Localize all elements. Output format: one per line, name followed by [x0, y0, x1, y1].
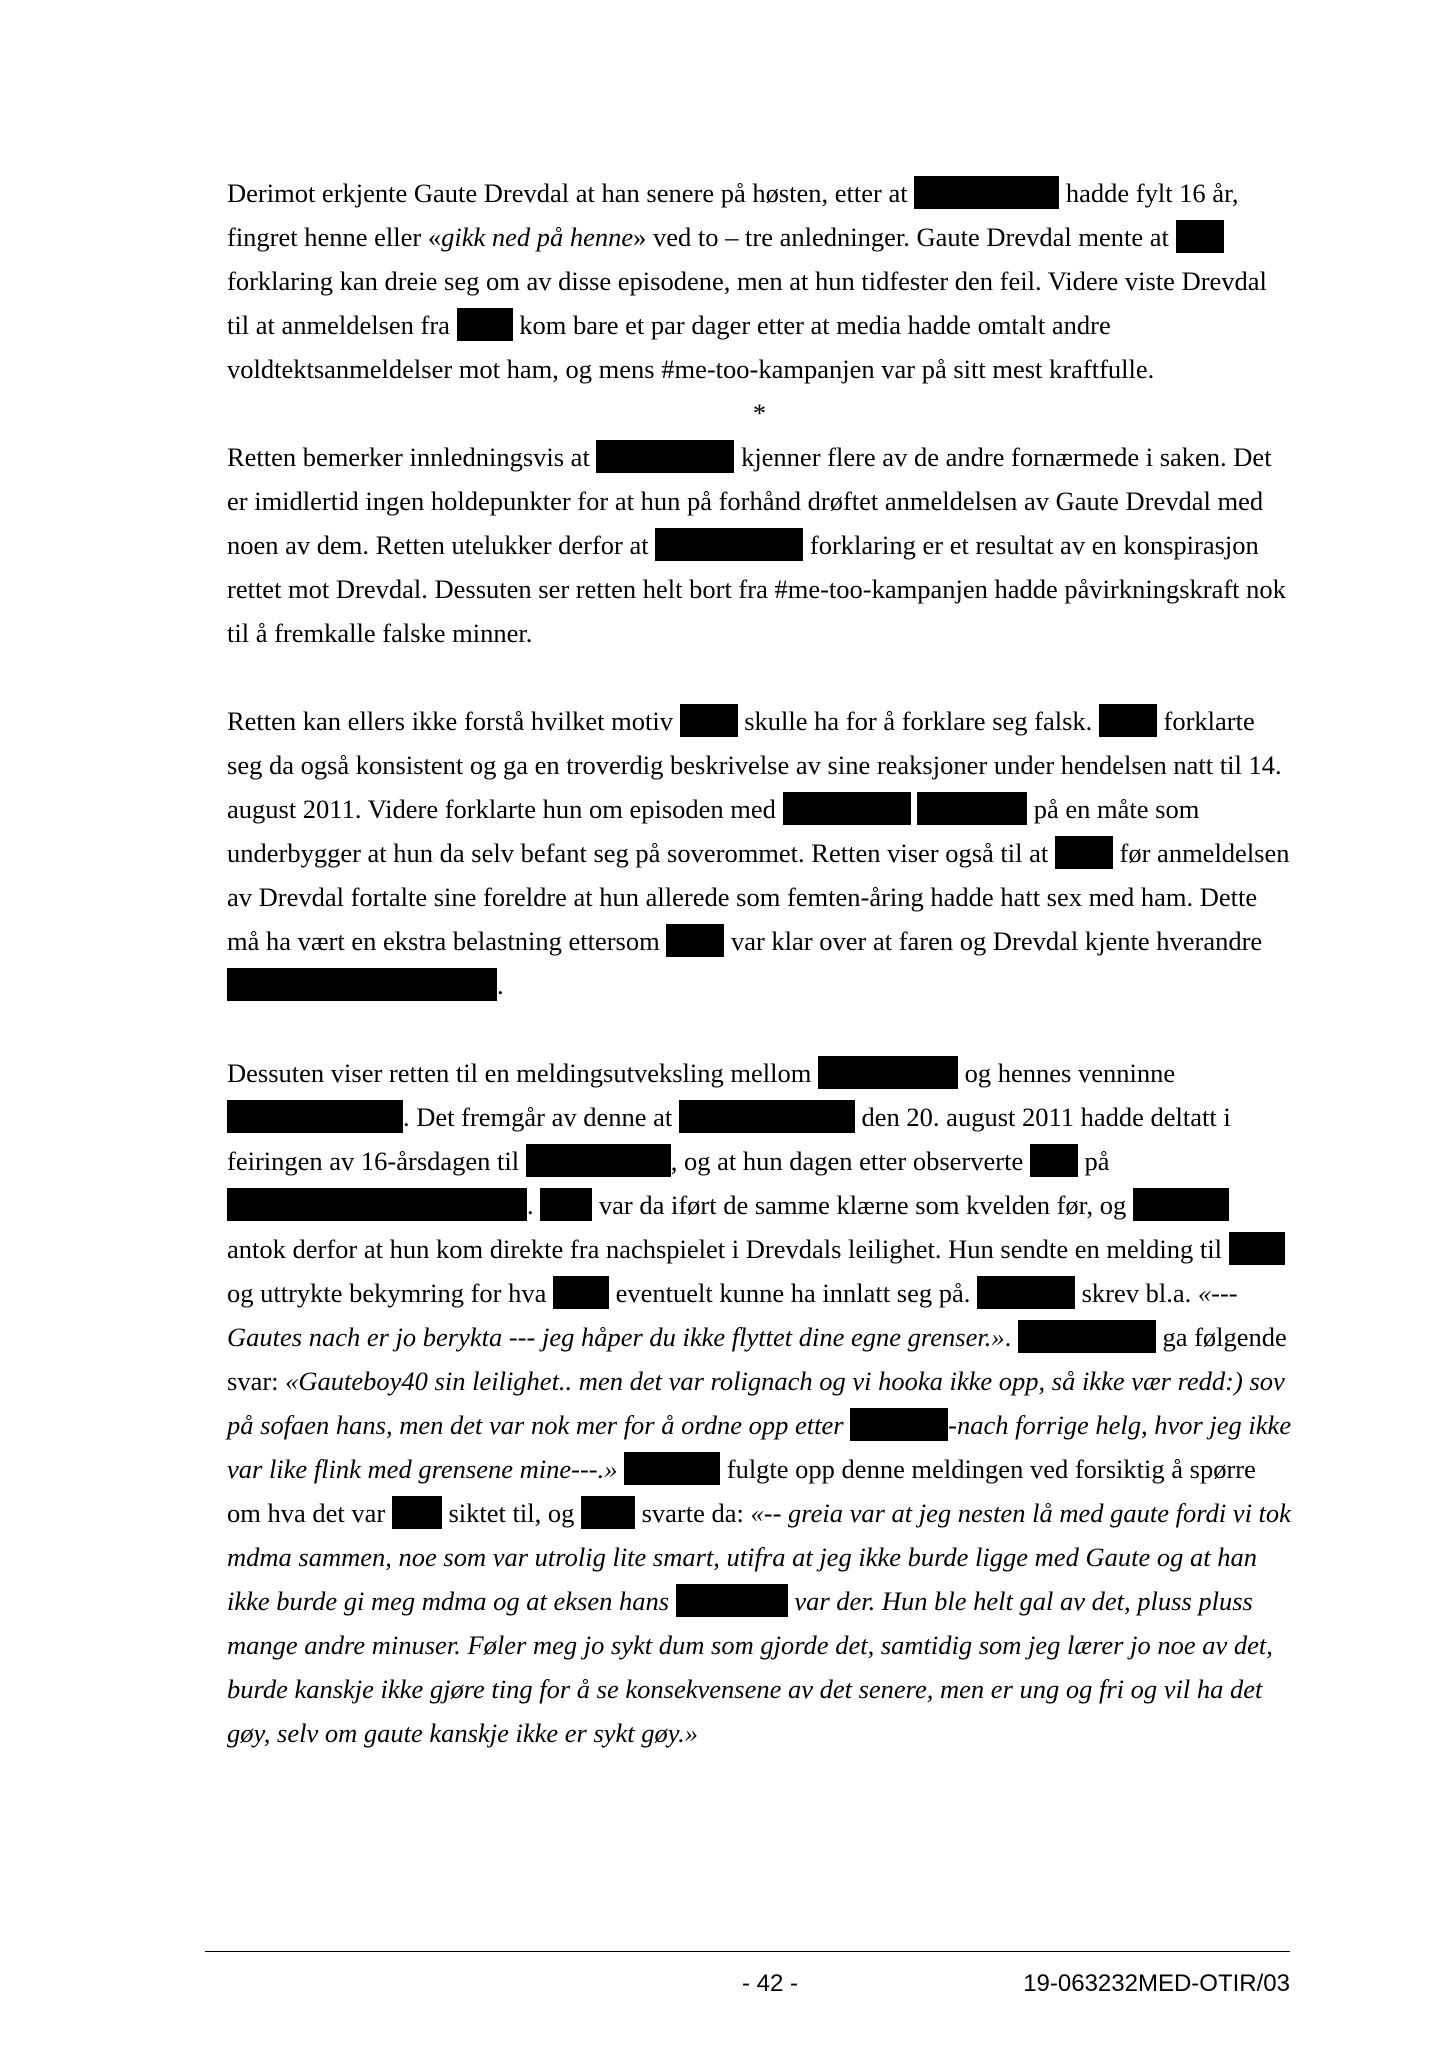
redaction-box	[679, 1100, 855, 1133]
text-run: på en måte som underbygger at hun da selv befant seg på soverommet. Retten viser også til at	[227, 794, 1200, 868]
redaction-box	[850, 1408, 948, 1441]
body-text	[227, 171, 1292, 1755]
redaction-box	[1018, 1320, 1156, 1353]
paragraph	[227, 699, 1292, 1007]
paragraph-gap	[227, 1007, 1292, 1051]
redaction-box	[1176, 220, 1224, 253]
paragraph-gap	[227, 655, 1292, 699]
redaction-box	[1133, 1188, 1229, 1221]
text-run: svarte da:	[634, 1498, 751, 1528]
text-run: var da iført de samme klærne som kvelden før, og	[592, 1190, 1133, 1220]
text-run	[618, 1454, 625, 1484]
text-run: og hennes venninne	[958, 1058, 1176, 1088]
text-run: Retten bemerker innledningsvis at	[227, 442, 597, 472]
redaction-box	[1229, 1232, 1285, 1265]
redaction-box	[666, 924, 724, 957]
redaction-box	[457, 308, 513, 341]
quoted-message: «-- greia var at jeg nesten lå med gaute fordi vi tok mdma sammen, noe som var utrolig lite smart, utifra at jeg ikke burde ligge med Gaute og at han ikke burde gi meg mdma og at eksen hans	[227, 1498, 1291, 1616]
redaction-box	[596, 440, 734, 473]
section-separator	[227, 391, 1292, 435]
text-run: var klar over at faren og Drevdal kjente hverandre	[724, 926, 1263, 956]
quoted-message: var der. Hun ble helt gal av det, pluss pluss mange andre minuser. Føler meg jo sykt dum som gjorde det, samtidig som jeg lærer jo noe av det, burde kanskje ikke gjøre ting for å se konsekvensene av det senere, men er ung og fri og vil ha det gøy, selv om gaute kanskje ikke er sykt gøy.»	[227, 1586, 1273, 1748]
redaction-box	[977, 1276, 1075, 1309]
text-run: , og at hun dagen etter observerte	[670, 1146, 1030, 1176]
footer-rule	[205, 1951, 1290, 1952]
redaction-box	[540, 1188, 592, 1221]
paragraph	[227, 171, 1292, 391]
redaction-box	[676, 1584, 788, 1617]
document-reference: 19-063232MED-OTIR/03	[1023, 1970, 1290, 1997]
redaction-box	[914, 176, 1059, 209]
page-number: - 42 -	[741, 1970, 798, 1997]
text-run: og uttrykte bekymring for hva	[227, 1278, 554, 1308]
redaction-box	[392, 1496, 442, 1529]
redaction-box	[1030, 1144, 1078, 1177]
text-run: antok derfor at hun kom direkte fra nachspielet i Drevdals leilighet. Hun sendte en melding til	[227, 1234, 1229, 1264]
text-run: Dessuten viser retten til en meldingsutveksling mellom	[227, 1058, 818, 1088]
text-run: før anmeldelsen av Drevdal fortalte sine foreldre at hun allerede som femten-åring hadde hatt sex med ham. Dette må ha vært en ekstra belastning ettersom	[227, 838, 1290, 956]
text-run: .	[497, 970, 504, 1000]
redaction-box	[227, 1188, 527, 1221]
text-run: ga følgende svar:	[227, 1322, 1287, 1396]
text-run: fulgte opp denne meldingen ved forsiktig å spørre om hva det var	[227, 1454, 1256, 1528]
redaction-box	[655, 528, 803, 561]
redaction-box	[624, 1452, 720, 1485]
redaction-box	[1099, 704, 1157, 737]
quoted-message: «--- Gautes nach er jo berykta --- jeg håper du ikke flyttet dine egne grenser.»	[227, 1278, 1238, 1352]
text-run: på	[1077, 1146, 1110, 1176]
text-run: skulle ha for å forklare seg falsk.	[737, 706, 1099, 736]
redaction-box	[553, 1276, 609, 1309]
text-run: skrev bl.a.	[1074, 1278, 1198, 1308]
redaction-box	[818, 1056, 958, 1089]
text-run: forklaring kan dreie seg om av disse episodene, men at hun tidfester den feil. Videre viste Drevdal til at anmeldelsen fra	[227, 266, 1267, 340]
text-run: den 20. august 2011 hadde deltatt i feiringen av 16-årsdagen til	[227, 1102, 1231, 1176]
text-run	[911, 794, 918, 824]
redaction-box	[680, 704, 738, 737]
text-run: hadde fylt 16 år, fingret henne eller «	[227, 178, 1239, 252]
paragraph	[227, 1051, 1292, 1755]
text-run: . Det fremgår av denne at	[403, 1102, 679, 1132]
text-run: Derimot erkjente Gaute Drevdal at han senere på høsten, etter at	[227, 178, 915, 208]
text-run: Retten kan ellers ikke forstå hvilket motiv	[227, 706, 680, 736]
redaction-box	[526, 1144, 671, 1177]
text-run: kjenner flere av de andre fornærmede i saken. Det er imidlertid ingen holdepunkter for at hun på forhånd drøftet anmeldelsen av Gaute Drevdal med noen av dem. Retten utelukker derfor at	[227, 442, 1272, 560]
text-run: .	[527, 1190, 541, 1220]
text-run: kom bare et par dager etter at media hadde omtalt andre voldtektsanmeldelser mot ham, og mens #me-too-kampanjen var på sitt mest kraftfulle.	[227, 310, 1155, 384]
redaction-box	[227, 1100, 403, 1133]
text-run: forklarte seg da også konsistent og ga en troverdig beskrivelse av sine reaksjoner under hendelsen natt til 14. august 2011. Videre forklarte hun om episoden med	[227, 706, 1282, 824]
redaction-box	[917, 792, 1027, 825]
text-run: .	[1004, 1322, 1018, 1352]
text-run: forklaring er et resultat av en konspirasjon rettet mot Drevdal. Dessuten ser retten helt bort fra #me-too-kampanjen hadde påvirkningskraft nok til å fremkalle falske minner.	[227, 530, 1286, 648]
redaction-box	[227, 968, 497, 1001]
redaction-box	[783, 792, 911, 825]
quoted-message: gikk ned på henne	[441, 222, 634, 252]
paragraph	[227, 435, 1292, 655]
text-run: *	[752, 398, 767, 428]
text-run: eventuelt kunne ha innlatt seg på.	[609, 1278, 977, 1308]
quoted-message: «Gauteboy40 sin leilighet.. men det var rolignach og vi hooka ikke opp, så ikke vær redd:) sov på sofaen hans, men det var nok mer for å ordne opp etter	[227, 1366, 1285, 1440]
quoted-message: -nach forrige helg, hvor jeg ikke var like flink med grensene mine---.»	[227, 1410, 1292, 1484]
text-run: » ved to – tre anledninger. Gaute Drevdal mente at	[633, 222, 1176, 252]
text-run: siktet til, og	[441, 1498, 581, 1528]
redaction-box	[581, 1496, 635, 1529]
redaction-box	[1055, 836, 1113, 869]
